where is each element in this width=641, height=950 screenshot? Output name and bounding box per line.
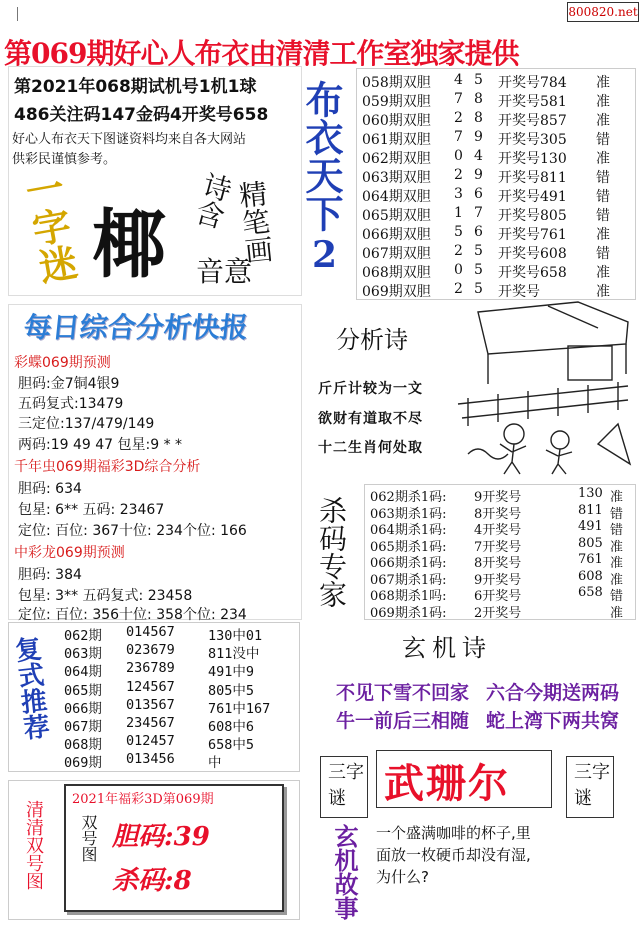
fushi-nums: 023679	[126, 642, 175, 659]
history-dan-a: 4	[454, 72, 463, 88]
history-dan-b: 7	[474, 205, 483, 221]
xuanji-line-1a: 不见下雪不回家	[336, 682, 470, 704]
kill-issue: 064期杀1码:	[370, 523, 447, 538]
history-dan-a: 7	[454, 129, 463, 145]
kill-row	[370, 602, 634, 619]
history-dan-a: 5	[454, 224, 463, 240]
history-issue: 059期双胆	[362, 94, 431, 110]
history-draw: 开奖号130	[498, 151, 567, 167]
zimi-answer: 武珊尔	[384, 760, 510, 807]
fushi-nums: 012457	[126, 733, 175, 750]
riddle-left-label: 一字迷	[16, 166, 81, 287]
shuanghao-dan: 胆码:39	[112, 822, 210, 852]
sec1-title: 彩蝶069期预测	[14, 355, 111, 371]
zimi-right-text: 三字谜	[574, 762, 610, 809]
history-issue: 068期双胆	[362, 265, 431, 281]
fushi-issue: 065期	[64, 682, 102, 699]
history-dan-a: 3	[454, 186, 463, 202]
sec2-line-3: 定位: 百位: 367十位: 234个位: 166	[18, 523, 247, 539]
trial-note-2: 供彩民谨慎参考。	[12, 152, 117, 167]
fushi-issue: 067期	[64, 719, 102, 735]
shuanghao-label: 清清双号图	[23, 800, 44, 890]
kill-code: 6开奖号	[474, 589, 522, 604]
history-issue: 062期双胆	[362, 151, 431, 167]
fushi-row	[64, 733, 298, 754]
history-dan-b: 5	[474, 281, 483, 297]
history-result: 准	[596, 265, 610, 281]
kill-draw: 608	[578, 568, 603, 584]
kill-issue: 068期杀1吗:	[370, 589, 447, 604]
history-result: 错	[596, 132, 610, 148]
kill-result: 准	[610, 572, 624, 588]
sec2-line-2: 包星: 6** 五码: 23467	[18, 502, 165, 518]
kill-row	[370, 519, 634, 536]
fushi-issue: 069期	[64, 755, 102, 772]
fushi-row	[64, 624, 298, 642]
story-line-1: 一个盛满咖啡的杯子,里	[376, 824, 531, 842]
history-row	[362, 72, 634, 91]
kill-row	[370, 552, 634, 569]
zimi-left-text: 三字谜	[328, 762, 364, 809]
fushi-issue: 063期	[64, 646, 102, 663]
kill-result: 准	[610, 556, 624, 571]
history-draw: 开奖号784	[498, 75, 567, 91]
poem-line-1: 斤斤计较为一文	[318, 381, 423, 397]
history-draw: 开奖号811	[498, 170, 567, 186]
kill-row	[370, 486, 634, 503]
history-draw: 开奖号761	[498, 227, 567, 243]
zimi-right	[574, 760, 610, 812]
story-line-3: 为什么?	[376, 868, 429, 886]
brand-title: 布衣天下	[299, 80, 344, 232]
history-draw: 开奖号608	[498, 246, 567, 262]
fushi-nums: 014567	[126, 624, 175, 640]
history-dan-a: 1	[454, 205, 463, 221]
history-dan-b: 5	[474, 243, 483, 259]
sec1-line-2: 五码复式:13479	[18, 396, 124, 412]
headline: 第069期好心人布衣由清清工作室独家提供	[4, 37, 519, 70]
riddle-hint-c: 音意	[196, 255, 253, 288]
history-result: 错	[596, 170, 610, 186]
kill-code: 2开奖号	[474, 605, 522, 621]
history-row	[362, 243, 634, 262]
history-draw: 开奖号658	[498, 265, 567, 281]
kill-code: 9开奖号	[474, 572, 522, 588]
kill-row	[370, 536, 634, 553]
history-issue: 067期双胆	[362, 246, 431, 262]
sec3-line-2: 包星: 3** 五码复式: 23458	[18, 588, 193, 604]
history-result: 错	[596, 246, 610, 262]
history-draw: 开奖号	[498, 284, 540, 300]
sec3-title: 中彩龙069期预测	[14, 545, 125, 561]
history-draw: 开奖号491	[498, 189, 567, 205]
history-row	[362, 148, 634, 167]
kill-code: 9开奖号	[474, 490, 522, 505]
fushi-issue: 068期	[64, 737, 102, 754]
history-issue: 061期双胆	[362, 132, 431, 148]
history-dan-b: 4	[474, 148, 483, 164]
kill-result: 准	[610, 490, 624, 505]
brand-number: 2	[312, 234, 338, 276]
kill-row	[370, 569, 634, 586]
history-row	[362, 167, 634, 186]
history-issue: 069期双胆	[362, 284, 431, 300]
history-result: 准	[596, 113, 610, 129]
fushi-row	[64, 679, 298, 697]
story-label: 玄机故事	[330, 824, 359, 920]
kill-draw: 491	[578, 519, 603, 534]
history-dan-a: 2	[454, 110, 463, 126]
history-draw: 开奖号305	[498, 132, 567, 148]
fushi-row	[64, 715, 298, 733]
history-dan-a: 0	[454, 262, 463, 278]
story-line-2: 面放一枚硬币却没有湿,	[376, 846, 531, 864]
trial-line-1: 第2021年068期试机号1机1球	[14, 77, 257, 97]
kill-result: 错	[610, 523, 624, 538]
fushi-nums: 124567	[126, 678, 175, 695]
kill-issue: 065期杀1码:	[370, 539, 447, 555]
site-watermark: 800820.net	[567, 2, 639, 22]
kill-row	[370, 503, 634, 520]
sec1-line-4: 两码:19 49 47 包星:9 * *	[18, 437, 183, 453]
fushi-row	[64, 660, 298, 681]
sec3-line-1: 胆码: 384	[18, 567, 82, 583]
fushi-nums: 234567	[126, 715, 175, 731]
history-result: 错	[596, 208, 610, 224]
history-row	[362, 129, 634, 148]
history-issue: 065期双胆	[362, 208, 431, 224]
kill-label: 杀码专家	[315, 496, 348, 608]
history-dan-b: 9	[474, 129, 483, 145]
kill-code: 8开奖号	[474, 506, 522, 522]
history-issue: 063期双胆	[362, 170, 431, 186]
poem-line-3: 十二生肖何处取	[318, 440, 423, 456]
kill-draw: 811	[578, 502, 603, 518]
history-dan-b: 8	[474, 91, 483, 107]
shuanghao-side: 双号图	[79, 814, 98, 862]
kill-draw: 130	[578, 486, 603, 501]
fushi-result: 761中167	[208, 700, 271, 717]
riddle-big-char: 椰	[92, 202, 166, 288]
history-draw: 开奖号805	[498, 208, 567, 224]
history-dan-b: 6	[474, 186, 483, 202]
fushi-label: 复式推荐	[9, 634, 51, 742]
history-dan-b: 5	[474, 72, 483, 88]
history-row	[362, 91, 634, 110]
kill-issue: 067期杀1码:	[370, 572, 447, 588]
zimi-left	[328, 760, 364, 812]
sec1-line-3: 三定位:137/479/149	[18, 416, 155, 432]
history-dan-a: 2	[454, 243, 463, 259]
kill-issue: 069期杀1码:	[370, 605, 447, 621]
history-dan-a: 2	[454, 281, 463, 297]
fushi-nums: 013567	[126, 696, 175, 713]
fushi-row	[64, 751, 298, 772]
poem-line-2: 欲财有道取不尽	[318, 411, 423, 427]
history-dan-a: 0	[454, 148, 463, 164]
kill-result: 错	[610, 589, 624, 604]
history-row	[362, 110, 634, 129]
history-result: 准	[596, 227, 610, 243]
kill-result: 准	[610, 605, 624, 621]
history-dan-b: 9	[474, 167, 483, 183]
history-dan-b: 8	[474, 110, 483, 126]
history-draw: 开奖号857	[498, 113, 567, 129]
history-issue: 060期双胆	[362, 113, 431, 129]
history-draw: 开奖号581	[498, 94, 567, 110]
history-issue: 066期双胆	[362, 227, 431, 243]
history-dan-a: 2	[454, 167, 463, 183]
kill-draw: 761	[578, 552, 603, 567]
history-result: 准	[596, 75, 610, 91]
kill-result: 错	[610, 506, 624, 522]
fushi-result: 811没中	[208, 646, 260, 663]
fushi-result: 491中9	[208, 664, 255, 681]
kill-issue: 066期杀1码:	[370, 556, 447, 571]
kill-code: 7开奖号	[474, 539, 522, 555]
daily-title: 每日综合分析快报	[22, 311, 250, 344]
fushi-result: 中	[208, 755, 222, 772]
fushi-nums: 236789	[126, 660, 175, 677]
history-result: 准	[596, 94, 610, 110]
kill-issue: 063期杀1码:	[370, 506, 447, 522]
sec2-line-1: 胆码: 634	[18, 481, 82, 497]
fushi-result: 130中01	[208, 628, 263, 644]
sec3-line-3: 定位: 百位: 356十位: 358个位: 234	[18, 607, 247, 623]
kill-draw: 658	[578, 585, 603, 600]
kill-row	[370, 585, 634, 602]
fushi-row	[64, 642, 298, 663]
history-result: 错	[596, 189, 610, 205]
history-result: 准	[596, 284, 610, 300]
sec1-line-1: 胆码:金7铜4银9	[18, 376, 120, 392]
kill-code: 4开奖号	[474, 523, 522, 538]
riddle-hint-a: 诗含	[189, 168, 236, 232]
kill-draw: 805	[578, 535, 603, 551]
cartoon-illustration	[448, 294, 636, 476]
history-dan-b: 6	[474, 224, 483, 240]
kill-issue: 062期杀1码:	[370, 490, 447, 505]
history-dan-b: 5	[474, 262, 483, 278]
kill-code: 8开奖号	[474, 556, 522, 571]
fushi-issue: 066期	[64, 700, 102, 717]
fushi-nums: 013456	[126, 751, 175, 768]
history-row	[362, 262, 634, 281]
xuanji-line-1b: 六合今期送两码	[486, 682, 620, 704]
history-row	[362, 224, 634, 243]
fushi-result: 805中5	[208, 682, 255, 699]
history-issue: 058期双胆	[362, 75, 431, 91]
corner-mark	[17, 7, 18, 21]
poem-title: 分析诗	[336, 326, 408, 354]
kill-result: 准	[610, 539, 624, 555]
trial-line-2: 486关注码147金码4开奖号658	[14, 105, 269, 125]
xuanji-title: 玄机诗	[402, 634, 492, 662]
history-row	[362, 186, 634, 205]
history-row	[362, 205, 634, 224]
fushi-issue: 064期	[64, 664, 102, 681]
xuanji-line-2a: 牛一前后三相随	[336, 710, 470, 732]
shuanghao-sha: 杀码:8	[112, 866, 192, 896]
history-dan-a: 7	[454, 91, 463, 107]
xuanji-line-2b: 蛇上湾下两共窝	[486, 710, 620, 732]
history-result: 准	[596, 151, 610, 167]
fushi-result: 608中6	[208, 719, 255, 735]
riddle-hint-b: 精笔画	[233, 178, 276, 266]
shuanghao-box-title: 2021年福彩3D第069期	[72, 792, 214, 807]
fushi-issue: 062期	[64, 628, 102, 644]
fushi-result: 658中5	[208, 737, 255, 754]
history-issue: 064期双胆	[362, 189, 431, 205]
trial-note-1: 好心人布衣天下图谜资料均来自各大网站	[12, 132, 247, 147]
sec2-title: 千年虫069期福彩3D综合分析	[14, 459, 201, 475]
fushi-row	[64, 697, 298, 715]
